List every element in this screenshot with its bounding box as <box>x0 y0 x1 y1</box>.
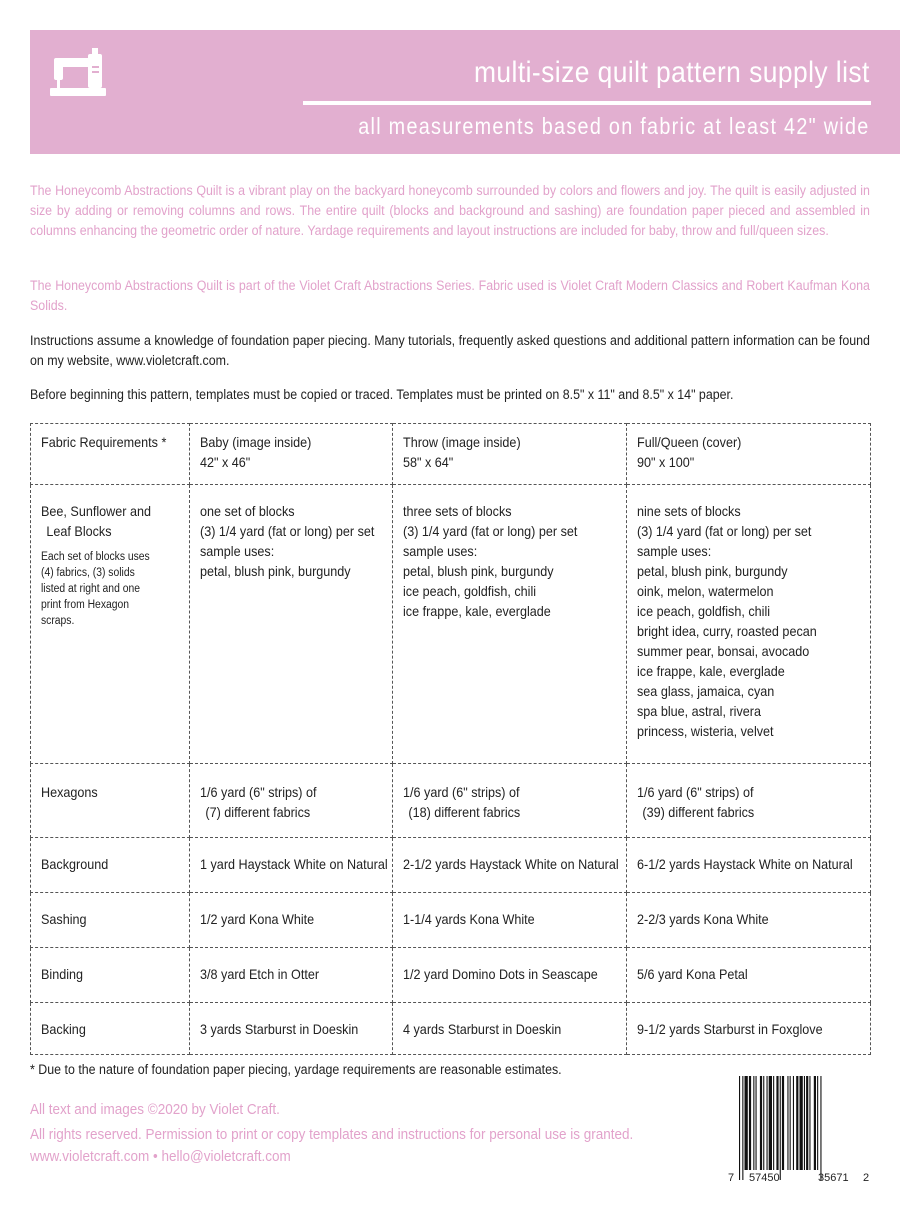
list-item: ice frappe, kale, everglade <box>637 663 785 679</box>
list-item: petal, blush pink, burgundy <box>403 563 554 579</box>
list-item: petal, blush pink, burgundy <box>637 563 788 579</box>
contact-line: www.violetcraft.com • hello@violetcraft.com <box>30 1148 291 1165</box>
yardage-footnote: * Due to the nature of foundation paper piecing, yardage requirements are reasonable estimates. <box>30 1062 562 1077</box>
header-cell <box>190 424 393 485</box>
baby-heading: Baby (image inside) <box>200 434 312 450</box>
list-item: princess, wisteria, velvet <box>637 723 774 739</box>
cell-value: 6-1/2 yards Haystack White on Natural <box>637 856 853 872</box>
cell-value: 2-1/2 yards Haystack White on Natural <box>403 856 619 872</box>
list-item: bright idea, curry, roasted pecan <box>637 623 817 639</box>
binding-label: Binding <box>41 966 84 982</box>
list-item: (7) different fabrics <box>205 804 311 820</box>
hexagons-label: Hexagons <box>41 784 98 800</box>
list-item: summer pear, bonsai, avocado <box>637 643 810 659</box>
cell-value: 1-1/4 yards Kona White <box>403 911 535 927</box>
templates-paragraph: Before beginning this pattern, templates must be copied or traced. Templates must be printed on 8.5" x 11" and 8.5" x 14" paper. <box>30 387 734 402</box>
row-label-cell <box>31 893 190 948</box>
rights-line: All rights reserved. Permission to print or copy templates and instructions for personal use is granted. <box>30 1126 634 1143</box>
table-row <box>31 1003 871 1055</box>
barcode-digit-right: 2 <box>863 1172 870 1184</box>
throw-heading: Throw (image inside) <box>403 434 521 450</box>
table-cell <box>393 948 627 1003</box>
table-cell <box>627 838 871 893</box>
header-banner <box>30 30 900 154</box>
sewing-machine-icon <box>48 44 108 104</box>
header-cell <box>393 424 627 485</box>
table-cell <box>393 485 627 764</box>
table-cell <box>190 893 393 948</box>
baby-size: 42" x 46" <box>200 454 251 470</box>
list-item: ice peach, goldfish, chili <box>403 583 537 599</box>
cell-value: 1/2 yard Kona White <box>200 911 315 927</box>
barcode-group-2: 35671 <box>818 1172 849 1184</box>
table-cell <box>627 893 871 948</box>
cell-value: 3/8 yard Etch in Otter <box>200 966 320 982</box>
table-row <box>31 948 871 1003</box>
list-item: sea glass, jamaica, cyan <box>637 683 775 699</box>
title-divider <box>303 101 871 105</box>
row-label-cell <box>31 764 190 838</box>
cell-value: 5/6 yard Kona Petal <box>637 966 748 982</box>
list-item: (3) 1/4 yard (fat or long) per set <box>403 523 578 539</box>
table-row <box>31 893 871 948</box>
list-item: sample uses: <box>637 543 712 559</box>
row-label-cell <box>31 948 190 1003</box>
barcode <box>729 1076 871 1186</box>
intro-paragraph-2: The Honeycomb Abstractions Quilt is part of the Violet Craft Abstractions Series. Fabric used is Violet Craft Modern Classics and Robert Kaufman Kona Solids. <box>30 278 870 313</box>
table-cell <box>190 764 393 838</box>
table-cell <box>393 764 627 838</box>
barcode-digit-left: 7 <box>728 1172 735 1184</box>
blocks-label: Bee, Sunflower and <box>41 503 151 519</box>
instructions-paragraph: Instructions assume a knowledge of foundation paper piecing. Many tutorials, frequently asked questions and additional pattern information can be found on my website, www.violetcraft.com. <box>30 333 870 368</box>
list-item: oink, melon, watermelon <box>637 583 774 599</box>
list-item: (3) 1/4 yard (fat or long) per set <box>200 523 375 539</box>
cell-value: 3 yards Starburst in Doeskin <box>200 1021 359 1037</box>
fabric-requirements-heading: Fabric Requirements * <box>41 434 167 450</box>
intro-paragraph-1: The Honeycomb Abstractions Quilt is a vibrant play on the backyard honeycomb surrounded by colors and flowers and joy. The quilt is easily adjusted in size by adding or removing columns and rows. The entire quilt (blocks and background and sashing) are foundation paper pieced and assembled in columns enhancing the geometric order of nature. Yardage requirements and layout instructions are included for baby, throw and full/queen sizes. <box>30 183 870 238</box>
cell-value: 4 yards Starburst in Doeskin <box>403 1021 562 1037</box>
list-item: (3) 1/4 yard (fat or long) per set <box>637 523 812 539</box>
list-item: petal, blush pink, burgundy <box>200 563 351 579</box>
queen-heading: Full/Queen (cover) <box>637 434 742 450</box>
sashing-label: Sashing <box>41 911 87 927</box>
list-item: nine sets of blocks <box>637 503 741 519</box>
table-cell <box>190 948 393 1003</box>
throw-size: 58" x 64" <box>403 454 454 470</box>
list-item: 1/6 yard (6" strips) of <box>637 784 754 800</box>
copyright-line: All text and images ©2020 by Violet Craft. <box>30 1101 280 1118</box>
table-cell <box>393 838 627 893</box>
list-item: spa blue, astral, rivera <box>637 703 761 719</box>
fabric-requirements-table <box>30 423 871 1055</box>
list-item: sample uses: <box>200 543 275 559</box>
list-item: ice peach, goldfish, chili <box>637 603 771 619</box>
list-item: ice frappe, kale, everglade <box>403 603 551 619</box>
blocks-label-2: Leaf Blocks <box>46 523 112 539</box>
blocks-note: Each set of blocks uses (4) fabrics, (3) solids listed at right and one print from Hexagon scraps. <box>41 551 150 627</box>
table-cell <box>627 1003 871 1055</box>
queen-size: 90" x 100" <box>637 454 695 470</box>
list-item: (18) different fabrics <box>408 804 521 820</box>
table-cell <box>190 838 393 893</box>
barcode-group-1: 57450 <box>749 1172 780 1184</box>
cell-value: 9-1/2 yards Starburst in Foxglove <box>637 1021 823 1037</box>
table-header-row <box>31 424 871 485</box>
table-cell <box>393 1003 627 1055</box>
table-cell <box>190 1003 393 1055</box>
row-label-cell <box>31 1003 190 1055</box>
table-cell <box>393 893 627 948</box>
list-item: (39) different fabrics <box>642 804 755 820</box>
cell-value: 1 yard Haystack White on Natural <box>200 856 388 872</box>
header-cell <box>31 424 190 485</box>
cell-value: 2-2/3 yards Kona White <box>637 911 769 927</box>
list-item: sample uses: <box>403 543 478 559</box>
table-cell <box>627 485 871 764</box>
cell-value: 1/2 yard Domino Dots in Seascape <box>403 966 598 982</box>
page-subtitle: all measurements based on fabric at least 42" wide <box>358 113 870 139</box>
background-label: Background <box>41 856 109 872</box>
list-item: three sets of blocks <box>403 503 512 519</box>
table-cell <box>627 948 871 1003</box>
header-cell <box>627 424 871 485</box>
list-item: one set of blocks <box>200 503 295 519</box>
table-row <box>31 838 871 893</box>
backing-label: Backing <box>41 1021 86 1037</box>
table-cell <box>190 485 393 764</box>
table-row <box>31 485 871 764</box>
page-title: multi-size quilt pattern supply list <box>474 56 870 89</box>
table-cell <box>627 764 871 838</box>
list-item: 1/6 yard (6" strips) of <box>403 784 520 800</box>
list-item: 1/6 yard (6" strips) of <box>200 784 317 800</box>
row-label-cell <box>31 838 190 893</box>
table-row <box>31 764 871 838</box>
row-label-cell <box>31 485 190 764</box>
